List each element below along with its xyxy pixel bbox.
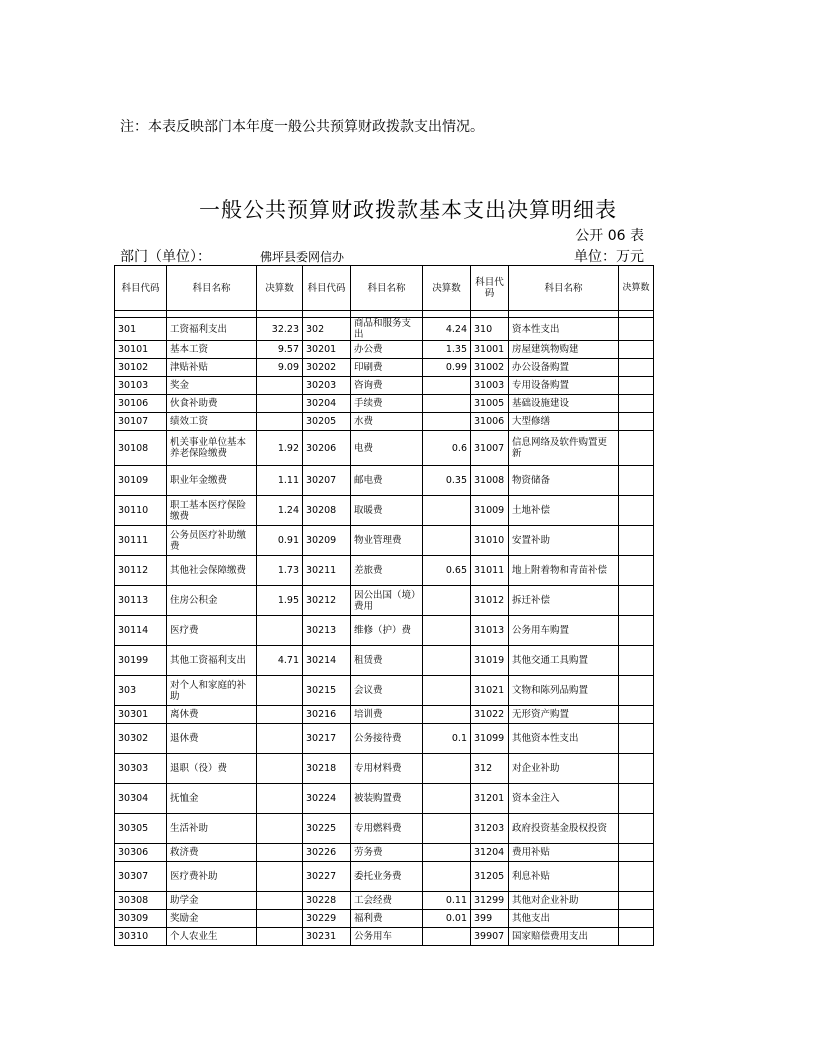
cell-name-3: 对企业补助 — [509, 754, 619, 784]
cell-code-3: 31204 — [471, 844, 509, 862]
cell-code-2: 30215 — [303, 676, 351, 706]
cell-amount-2 — [423, 395, 471, 413]
cell-amount-1: 1.73 — [257, 556, 303, 586]
cell-amount-1: 1.95 — [257, 586, 303, 616]
cell-name-3: 大型修缮 — [509, 413, 619, 431]
cell-name-3: 公务用车购置 — [509, 616, 619, 646]
table-row — [115, 784, 654, 814]
cell-code-1: 30112 — [115, 556, 167, 586]
cell-amount-1 — [257, 754, 303, 784]
cell-name-2: 培训费 — [351, 706, 423, 724]
header-code-3: 科目代码 — [471, 266, 509, 311]
cell-name-3: 土地补偿 — [509, 496, 619, 526]
cell-name-1: 伙食补助费 — [167, 395, 257, 413]
cell-name-3: 安置补助 — [509, 526, 619, 556]
table-row — [115, 431, 654, 466]
cell-code-1: 30306 — [115, 844, 167, 862]
cell-amount-3 — [619, 646, 654, 676]
cell-code-3: 39907 — [471, 928, 509, 946]
cell-amount-3 — [619, 395, 654, 413]
cell-code-2: 302 — [303, 318, 351, 341]
cell-name-1: 医疗费 — [167, 616, 257, 646]
table-row — [115, 676, 654, 706]
cell-amount-3 — [619, 724, 654, 754]
cell-name-1: 机关事业单位基本养老保险缴费 — [167, 431, 257, 466]
cell-code-1: 30310 — [115, 928, 167, 946]
table-row — [115, 910, 654, 928]
cell-name-2: 水费 — [351, 413, 423, 431]
cell-code-2: 30206 — [303, 431, 351, 466]
table-body — [115, 311, 654, 946]
cell-code-1: 301 — [115, 318, 167, 341]
cell-code-3: 31008 — [471, 466, 509, 496]
cell-amount-3 — [619, 586, 654, 616]
table-row — [115, 754, 654, 784]
cell-code-1: 30111 — [115, 526, 167, 556]
cell-code-1: 30110 — [115, 496, 167, 526]
cell-code-1: 303 — [115, 676, 167, 706]
cell-amount-1 — [257, 616, 303, 646]
cell-name-3: 其他交通工具购置 — [509, 646, 619, 676]
cell-name-2: 维修（护）费 — [351, 616, 423, 646]
table-row — [115, 466, 654, 496]
cell-code-1: 30305 — [115, 814, 167, 844]
cell-code-3: 310 — [471, 318, 509, 341]
cell-name-1: 救济费 — [167, 844, 257, 862]
cell-amount-1 — [257, 862, 303, 892]
cell-code-1: 30308 — [115, 892, 167, 910]
cell-code-3: 31001 — [471, 341, 509, 359]
header-amount-2: 决算数 — [423, 266, 471, 311]
cell-name-1: 绩效工资 — [167, 413, 257, 431]
cell-code-3: 31021 — [471, 676, 509, 706]
cell-code-1: 30114 — [115, 616, 167, 646]
cell-amount-2 — [423, 862, 471, 892]
header-code-1: 科目代码 — [115, 266, 167, 311]
cell-amount-1: 1.24 — [257, 496, 303, 526]
cell-name-3: 其他对企业补助 — [509, 892, 619, 910]
cell-name-3: 利息补贴 — [509, 862, 619, 892]
cell-amount-1: 4.71 — [257, 646, 303, 676]
cell-name-2: 咨询费 — [351, 377, 423, 395]
cell-name-1: 对个人和家庭的补助 — [167, 676, 257, 706]
cell-name-3: 资本性支出 — [509, 318, 619, 341]
cell-name-3: 无形资产购置 — [509, 706, 619, 724]
cell-code-1: 30304 — [115, 784, 167, 814]
table-row — [115, 892, 654, 910]
cell-code-3: 31022 — [471, 706, 509, 724]
cell-amount-1 — [257, 706, 303, 724]
cell-name-2: 手续费 — [351, 395, 423, 413]
cell-amount-3 — [619, 616, 654, 646]
cell-name-3: 资本金注入 — [509, 784, 619, 814]
cell-name-1: 其他社会保障缴费 — [167, 556, 257, 586]
cell-name-1: 职工基本医疗保险缴费 — [167, 496, 257, 526]
table-note: 注：本表反映部门本年度一般公共预算财政拨款支出情况。 — [120, 119, 484, 135]
cell-code-3: 31201 — [471, 784, 509, 814]
cell-name-2: 专用材料费 — [351, 754, 423, 784]
cell-amount-2: 1.35 — [423, 341, 471, 359]
cell-amount-3 — [619, 413, 654, 431]
cell-name-1: 医疗费补助 — [167, 862, 257, 892]
cell-code-1: 30109 — [115, 466, 167, 496]
cell-code-1: 30102 — [115, 359, 167, 377]
cell-code-1: 30301 — [115, 706, 167, 724]
cell-amount-3 — [619, 862, 654, 892]
cell-amount-3 — [619, 496, 654, 526]
cell-amount-3 — [619, 784, 654, 814]
table-row — [115, 556, 654, 586]
cell-code-2: 30212 — [303, 586, 351, 616]
cell-amount-2 — [423, 706, 471, 724]
cell-code-2: 30207 — [303, 466, 351, 496]
table-row — [115, 928, 654, 946]
cell-name-1: 奖励金 — [167, 910, 257, 928]
cell-code-1: 30107 — [115, 413, 167, 431]
cell-code-3: 31019 — [471, 646, 509, 676]
table-row — [115, 862, 654, 892]
cell-name-2: 委托业务费 — [351, 862, 423, 892]
header-code-2: 科目代码 — [303, 266, 351, 311]
cell-amount-1: 0.91 — [257, 526, 303, 556]
table-title: 一般公共预算财政拨款基本支出决算明细表 — [199, 198, 617, 222]
cell-code-3: 31203 — [471, 814, 509, 844]
cell-amount-1 — [257, 910, 303, 928]
cell-code-3: 31007 — [471, 431, 509, 466]
cell-amount-3 — [619, 526, 654, 556]
cell-amount-3 — [619, 910, 654, 928]
header-row — [115, 266, 654, 311]
cell-name-2: 物业管理费 — [351, 526, 423, 556]
cell-name-2: 办公费 — [351, 341, 423, 359]
cell-amount-2 — [423, 586, 471, 616]
cell-amount-1: 9.09 — [257, 359, 303, 377]
cell-code-2: 30208 — [303, 496, 351, 526]
cell-name-3: 政府投资基金股权投资 — [509, 814, 619, 844]
cell-amount-3 — [619, 814, 654, 844]
cell-name-1: 生活补助 — [167, 814, 257, 844]
cell-code-2: 30216 — [303, 706, 351, 724]
cell-code-3: 31002 — [471, 359, 509, 377]
cell-name-1: 抚恤金 — [167, 784, 257, 814]
cell-amount-3 — [619, 431, 654, 466]
cell-amount-2: 0.01 — [423, 910, 471, 928]
cell-name-2: 公务用车 — [351, 928, 423, 946]
cell-code-3: 31012 — [471, 586, 509, 616]
cell-name-3: 国家赔偿费用支出 — [509, 928, 619, 946]
cell-name-2: 租赁费 — [351, 646, 423, 676]
cell-code-2: 30209 — [303, 526, 351, 556]
table-row — [115, 706, 654, 724]
cell-name-2: 差旅费 — [351, 556, 423, 586]
cell-code-3: 31099 — [471, 724, 509, 754]
cell-code-3: 31299 — [471, 892, 509, 910]
cell-code-2: 30205 — [303, 413, 351, 431]
cell-code-3: 31009 — [471, 496, 509, 526]
cell-amount-2 — [423, 928, 471, 946]
cell-amount-2: 0.99 — [423, 359, 471, 377]
cell-code-2: 30227 — [303, 862, 351, 892]
cell-code-3: 399 — [471, 910, 509, 928]
unit-label: 单位：万元 — [574, 249, 644, 265]
department-label: 部门（单位）： — [120, 249, 211, 265]
cell-name-2: 专用燃料费 — [351, 814, 423, 844]
cell-name-2: 因公出国（境）费用 — [351, 586, 423, 616]
table-row — [115, 844, 654, 862]
table-row — [115, 395, 654, 413]
cell-code-2: 30203 — [303, 377, 351, 395]
table-row — [115, 413, 654, 431]
cell-name-2: 福利费 — [351, 910, 423, 928]
cell-amount-3 — [619, 377, 654, 395]
cell-code-1: 30302 — [115, 724, 167, 754]
table-row — [115, 359, 654, 377]
cell-name-1: 奖金 — [167, 377, 257, 395]
cell-amount-3 — [619, 318, 654, 341]
cell-amount-1: 1.11 — [257, 466, 303, 496]
cell-code-1: 30303 — [115, 754, 167, 784]
cell-amount-1 — [257, 724, 303, 754]
cell-code-2: 30204 — [303, 395, 351, 413]
header-amount-1: 决算数 — [257, 266, 303, 311]
cell-amount-2: 0.35 — [423, 466, 471, 496]
cell-name-3: 基础设施建设 — [509, 395, 619, 413]
cell-code-2: 30228 — [303, 892, 351, 910]
cell-code-3: 31205 — [471, 862, 509, 892]
cell-code-2: 30218 — [303, 754, 351, 784]
table-row — [115, 496, 654, 526]
cell-amount-1 — [257, 377, 303, 395]
cell-name-3: 房屋建筑物购建 — [509, 341, 619, 359]
cell-code-2: 30224 — [303, 784, 351, 814]
cell-amount-2 — [423, 814, 471, 844]
cell-amount-1 — [257, 784, 303, 814]
cell-name-1: 住房公积金 — [167, 586, 257, 616]
header-name-2: 科目名称 — [351, 266, 423, 311]
cell-amount-3 — [619, 844, 654, 862]
cell-name-3: 地上附着物和青苗补偿 — [509, 556, 619, 586]
cell-name-1: 个人农业生 — [167, 928, 257, 946]
cell-name-2: 公务接待费 — [351, 724, 423, 754]
cell-name-2: 劳务费 — [351, 844, 423, 862]
cell-amount-1 — [257, 395, 303, 413]
header-amount-3: 决算数 — [619, 266, 654, 311]
cell-amount-2 — [423, 526, 471, 556]
cell-amount-2 — [423, 377, 471, 395]
cell-name-3: 信息网络及软件购置更新 — [509, 431, 619, 466]
cell-amount-3 — [619, 754, 654, 784]
cell-code-2: 30231 — [303, 928, 351, 946]
cell-amount-2 — [423, 784, 471, 814]
cell-amount-1 — [257, 413, 303, 431]
cell-amount-2: 0.6 — [423, 431, 471, 466]
cell-amount-2 — [423, 413, 471, 431]
cell-name-3: 专用设备购置 — [509, 377, 619, 395]
table-row — [115, 814, 654, 844]
cell-amount-2 — [423, 754, 471, 784]
cell-amount-1 — [257, 676, 303, 706]
form-number: 公开 06 表 — [575, 228, 644, 244]
cell-code-3: 31011 — [471, 556, 509, 586]
cell-amount-1 — [257, 844, 303, 862]
cell-amount-3 — [619, 359, 654, 377]
cell-code-2: 30226 — [303, 844, 351, 862]
table-row — [115, 341, 654, 359]
table-row — [115, 616, 654, 646]
cell-code-1: 30199 — [115, 646, 167, 676]
cell-code-2: 30211 — [303, 556, 351, 586]
cell-amount-3 — [619, 676, 654, 706]
cell-amount-1 — [257, 928, 303, 946]
cell-name-1: 津贴补贴 — [167, 359, 257, 377]
cell-name-3: 文物和陈列品购置 — [509, 676, 619, 706]
cell-name-3: 拆迁补偿 — [509, 586, 619, 616]
cell-name-3: 费用补贴 — [509, 844, 619, 862]
cell-name-2: 会议费 — [351, 676, 423, 706]
cell-code-3: 31005 — [471, 395, 509, 413]
header-name-3: 科目名称 — [509, 266, 619, 311]
cell-code-3: 312 — [471, 754, 509, 784]
cell-code-1: 30101 — [115, 341, 167, 359]
cell-name-2: 电费 — [351, 431, 423, 466]
table-row — [115, 646, 654, 676]
cell-name-1: 离休费 — [167, 706, 257, 724]
cell-name-1: 退职（役）费 — [167, 754, 257, 784]
cell-name-2: 工会经费 — [351, 892, 423, 910]
table-row — [115, 586, 654, 616]
table-row — [115, 318, 654, 341]
spacer-row — [115, 311, 654, 318]
expenditure-table — [114, 265, 654, 946]
cell-amount-2: 0.1 — [423, 724, 471, 754]
cell-amount-1: 32.23 — [257, 318, 303, 341]
header-name-1: 科目名称 — [167, 266, 257, 311]
table-row — [115, 724, 654, 754]
cell-code-2: 30214 — [303, 646, 351, 676]
cell-amount-3 — [619, 892, 654, 910]
cell-code-2: 30229 — [303, 910, 351, 928]
cell-code-2: 30213 — [303, 616, 351, 646]
cell-name-2: 被装购置费 — [351, 784, 423, 814]
cell-amount-2: 4.24 — [423, 318, 471, 341]
cell-name-1: 工资福利支出 — [167, 318, 257, 341]
cell-amount-2 — [423, 616, 471, 646]
cell-name-1: 基本工资 — [167, 341, 257, 359]
cell-code-2: 30217 — [303, 724, 351, 754]
cell-code-3: 31003 — [471, 377, 509, 395]
cell-name-1: 其他工资福利支出 — [167, 646, 257, 676]
cell-amount-2: 0.11 — [423, 892, 471, 910]
cell-code-1: 30108 — [115, 431, 167, 466]
cell-code-2: 30201 — [303, 341, 351, 359]
cell-code-3: 31010 — [471, 526, 509, 556]
cell-code-1: 30106 — [115, 395, 167, 413]
cell-amount-3 — [619, 556, 654, 586]
cell-amount-3 — [619, 466, 654, 496]
cell-amount-3 — [619, 706, 654, 724]
cell-amount-2 — [423, 496, 471, 526]
cell-amount-1: 1.92 — [257, 431, 303, 466]
cell-name-1: 退休费 — [167, 724, 257, 754]
cell-code-1: 30309 — [115, 910, 167, 928]
cell-name-3: 其他资本性支出 — [509, 724, 619, 754]
cell-code-3: 31013 — [471, 616, 509, 646]
cell-amount-1 — [257, 892, 303, 910]
cell-code-2: 30202 — [303, 359, 351, 377]
department-value: 佛坪县委网信办 — [260, 250, 345, 264]
cell-name-1: 公务员医疗补助缴费 — [167, 526, 257, 556]
table-row — [115, 526, 654, 556]
cell-amount-2 — [423, 676, 471, 706]
cell-code-2: 30225 — [303, 814, 351, 844]
cell-code-3: 31006 — [471, 413, 509, 431]
cell-name-1: 职业年金缴费 — [167, 466, 257, 496]
cell-amount-1: 9.57 — [257, 341, 303, 359]
cell-name-2: 取暖费 — [351, 496, 423, 526]
cell-name-1: 助学金 — [167, 892, 257, 910]
cell-amount-2 — [423, 646, 471, 676]
cell-name-2: 商品和服务支出 — [351, 318, 423, 341]
cell-amount-1 — [257, 814, 303, 844]
cell-code-1: 30113 — [115, 586, 167, 616]
cell-name-3: 其他支出 — [509, 910, 619, 928]
cell-name-3: 办公设备购置 — [509, 359, 619, 377]
cell-amount-2: 0.65 — [423, 556, 471, 586]
cell-amount-3 — [619, 341, 654, 359]
cell-amount-3 — [619, 928, 654, 946]
cell-name-2: 邮电费 — [351, 466, 423, 496]
cell-name-3: 物资储备 — [509, 466, 619, 496]
cell-code-1: 30307 — [115, 862, 167, 892]
cell-name-2: 印刷费 — [351, 359, 423, 377]
cell-amount-2 — [423, 844, 471, 862]
cell-code-1: 30103 — [115, 377, 167, 395]
table-row — [115, 377, 654, 395]
